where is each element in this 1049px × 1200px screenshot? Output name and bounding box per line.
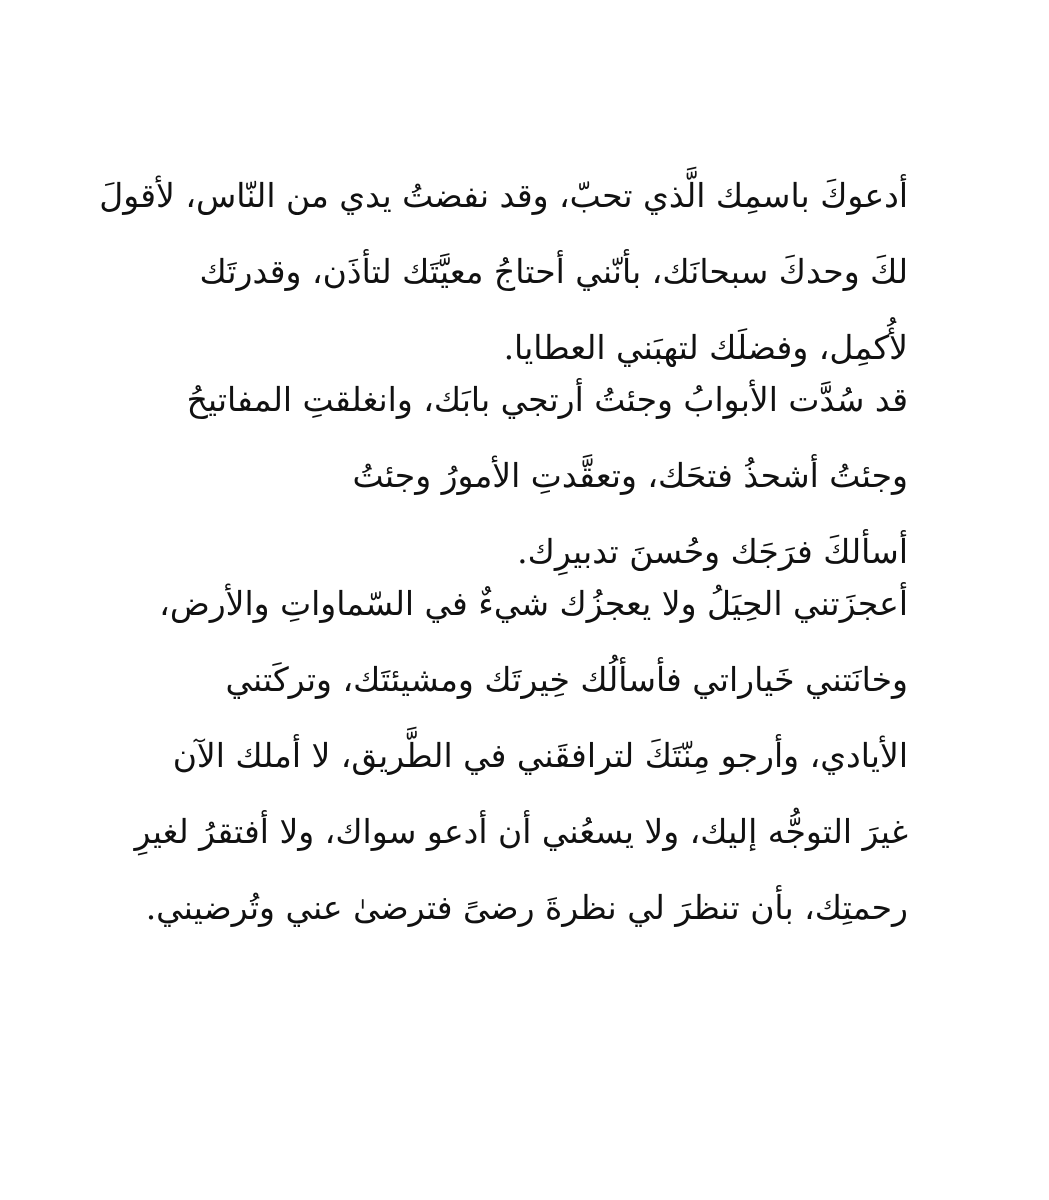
text-line: لكَ وحدكَ سبحانَك، بأنّني أحتاجُ معيَّتَك لتأذَن، وقدرتَك [199, 252, 908, 291]
text-line: وجئتُ أشحذُ فتحَك، وتعقَّدتِ الأمورُ وجئتُ [352, 456, 908, 495]
text-line: أدعوكَ باسمِك الَّذي تحبّ، وقد نفضتُ يدي من النّاس، لأقولَ [99, 176, 908, 215]
text-line: الأيادي، وأرجو مِنّتَكَ لترافقَني في الطَّريق، لا أملك الآن [172, 736, 908, 775]
text-line: أعجزَتني الحِيَلُ ولا يعجزُك شيءٌ في السّماواتِ والأرض، [159, 584, 908, 623]
prayer-text [99, 158, 908, 946]
text-line: وخانَتني خَياراتي فأسألُك خِيرتَك ومشيئتَك، وتركَتني [225, 660, 908, 699]
text-line: غيرَ التوجُّه إليك، ولا يسعُني أن أدعو سواك، ولا أفتقرُ لغيرِ [134, 812, 908, 851]
text-line: أسألكَ فرَجَك وحُسنَ تدبيرِك. [517, 532, 908, 571]
text-line: قد سُدَّت الأبوابُ وجئتُ أرتجي بابَك، وانغلقتِ المفاتيحُ [186, 380, 908, 419]
text-line: لأُكمِل، وفضلَك لتهبَني العطايا. [503, 328, 908, 367]
text-line: رحمتِك، بأن تنظرَ لي نظرةَ رضىً فترضىٰ عني وتُرضيني. [145, 888, 908, 927]
